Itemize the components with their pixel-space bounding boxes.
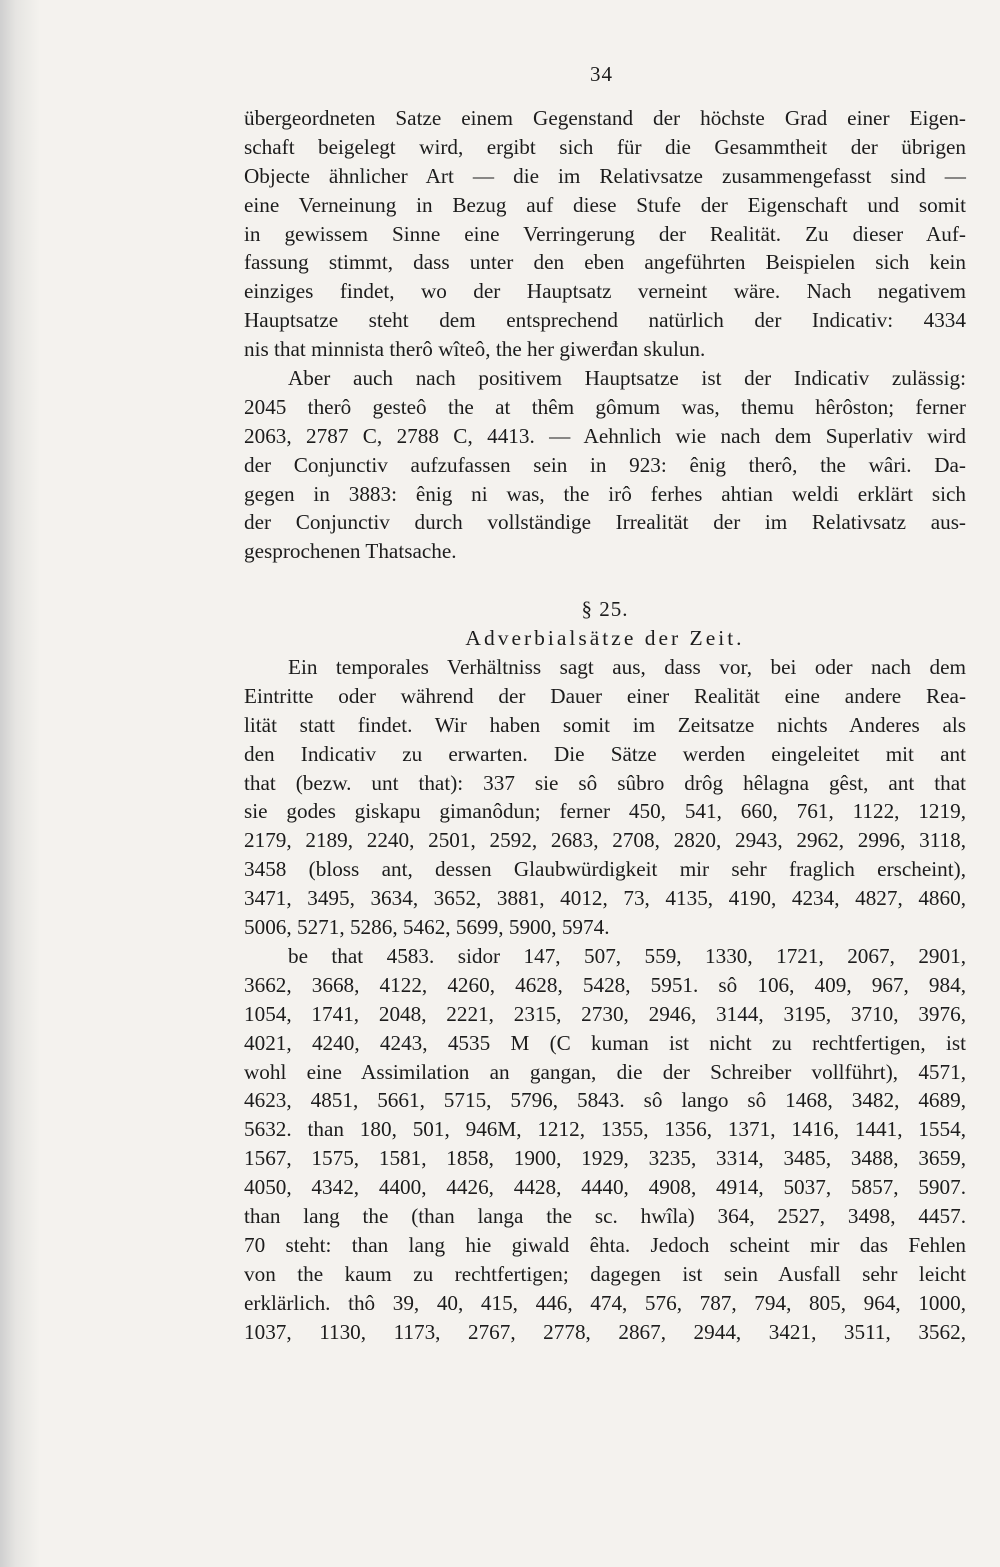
body-text	[244, 104, 966, 1346]
text-line: be that 4583. sidor 147, 507, 559, 1330, 1721, 2067, 2901,	[288, 943, 966, 968]
text-line: 5006, 5271, 5286, 5462, 5699, 5900, 5974.	[244, 915, 610, 940]
text-line: fassung stimmt, dass unter den eben angeführten Beispielen sich kein	[244, 250, 966, 275]
text-line: 3471, 3495, 3634, 3652, 3881, 4012, 73, 4135, 4190, 4234, 4827, 4860,	[244, 886, 966, 911]
text-line: gesprochenen Thatsache.	[244, 539, 457, 564]
text-line: 5632. than 180, 501, 946M, 1212, 1355, 1356, 1371, 1416, 1441, 1554,	[244, 1117, 966, 1142]
section-mark: § 25.	[581, 597, 629, 622]
text-line: than lang the (than langa the sc. hwîla) 364, 2527, 3498, 4457.	[244, 1203, 966, 1228]
scan-edge-shadow	[0, 0, 40, 1567]
text-line: 1567, 1575, 1581, 1858, 1900, 1929, 3235, 3314, 3485, 3488, 3659,	[244, 1146, 966, 1171]
text-line: erklärlich. thô 39, 40, 415, 446, 474, 576, 787, 794, 805, 964, 1000,	[244, 1290, 966, 1315]
section-title: Adverbialsätze der Zeit.	[465, 626, 745, 651]
paragraph-2	[244, 364, 966, 566]
text-line: 2063, 2787 C, 2788 C, 4413. — Aehnlich wie nach dem Superlativ wird	[244, 423, 966, 448]
text-line: wohl eine Assimilation an gangan, die der Schreiber vollführt), 4571,	[244, 1059, 966, 1084]
text-line: 2045 therô gesteô the at thêm gômum was, themu hêrôston; ferner	[244, 394, 966, 419]
text-line: 3458 (bloss ant, dessen Glaubwürdigkeit mir sehr fraglich erscheint),	[244, 857, 966, 882]
paragraph-3	[244, 653, 966, 942]
text-line: 1037, 1130, 1173, 2767, 2778, 2867, 2944, 3421, 3511, 3562,	[244, 1319, 966, 1344]
spacer	[244, 566, 966, 595]
text-line: Aber auch nach positivem Hauptsatze ist der Indicativ zulässig:	[288, 366, 966, 391]
text-line: gegen in 3883: ênig ni was, the irô ferhes ahtian weldi erklärt sich	[244, 481, 966, 506]
text-line: der Conjunctiv durch vollständige Irrealität der im Relativsatz aus-	[244, 510, 966, 535]
page-number: 34	[590, 62, 613, 86]
text-line: schaft beigelegt wird, ergibt sich für die Gesammtheit der übrigen	[244, 134, 966, 159]
text-line: 3662, 3668, 4122, 4260, 4628, 5428, 5951. sô 106, 409, 967, 984,	[244, 972, 966, 997]
text-line: lität statt findet. Wir haben somit im Zeitsatze nichts Anderes als	[244, 712, 966, 737]
text-line: 4021, 4240, 4243, 4535 M (C kuman ist nicht zu rechtfertigen, ist	[244, 1030, 966, 1055]
text-line: 70 steht: than lang hie giwald êhta. Jedoch scheint mir das Fehlen	[244, 1232, 966, 1257]
text-line: 2179, 2189, 2240, 2501, 2592, 2683, 2708, 2820, 2943, 2962, 2996, 3118,	[244, 828, 966, 853]
text-line: in gewissem Sinne eine Verringerung der Realität. Zu dieser Auf-	[244, 221, 966, 246]
text-line: der Conjunctiv aufzufassen sein in 923: ênig therô, the wâri. Da-	[244, 452, 966, 477]
text-line: eine Verneinung in Bezug auf diese Stufe der Eigenschaft und somit	[244, 192, 966, 217]
text-line: 4050, 4342, 4400, 4426, 4428, 4440, 4908, 4914, 5037, 5857, 5907.	[244, 1175, 966, 1200]
paragraph-1	[244, 104, 966, 364]
text-line: 1054, 1741, 2048, 2221, 2315, 2730, 2946, 3144, 3195, 3710, 3976,	[244, 1001, 966, 1026]
text-line: Hauptsatze steht dem entsprechend natürlich der Indicativ: 4334	[244, 308, 966, 333]
text-line: that (bezw. unt that): 337 sie sô sûbro drôg hêlagna gêst, ant that	[244, 770, 966, 795]
text-line: von the kaum zu rechtfertigen; dagegen ist sein Ausfall sehr leicht	[244, 1261, 966, 1286]
text-line: nis that minnista therô wîteô, the her giwerđan skulun.	[244, 337, 706, 362]
text-line: sie godes giskapu gimanôdun; ferner 450, 541, 660, 761, 1122, 1219,	[244, 799, 966, 824]
text-line: übergeordneten Satze einem Gegenstand der höchste Grad einer Eigen-	[244, 106, 966, 130]
text-line: 4623, 4851, 5661, 5715, 5796, 5843. sô lango sô 1468, 3482, 4689,	[244, 1088, 966, 1113]
paragraph-4	[244, 942, 966, 1346]
text-line: Ein temporales Verhältniss sagt aus, dass vor, bei oder nach dem	[288, 655, 966, 680]
text-line: den Indicativ zu erwarten. Die Sätze werden eingeleitet mit ant	[244, 741, 966, 766]
text-line: einziges findet, wo der Hauptsatz verneint wäre. Nach negativem	[244, 279, 966, 304]
text-line: Eintritte oder während der Dauer einer Realität eine andere Rea-	[244, 683, 966, 708]
text-line: Objecte ähnlicher Art — die im Relativsatze zusammengefasst sind —	[244, 163, 966, 188]
